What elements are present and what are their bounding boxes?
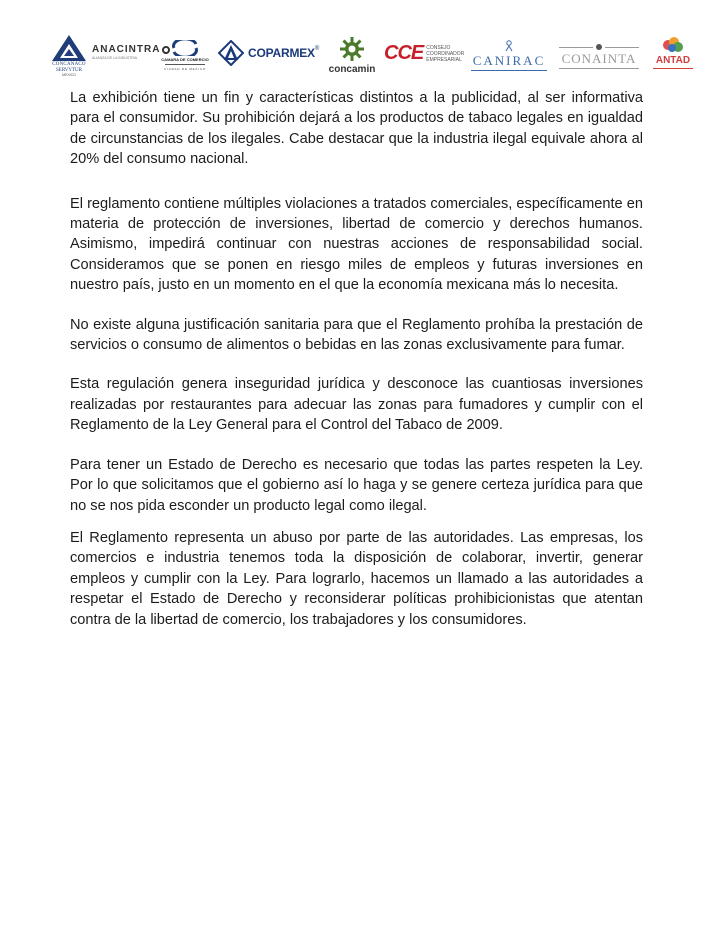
canirac-logo: [468, 40, 550, 71]
concanaco-caption-3: MEXICO: [62, 73, 76, 77]
concanaco-triangle-icon: [51, 34, 87, 62]
antad-logo: [650, 36, 696, 69]
antad-name: ANTAD: [655, 55, 691, 66]
conainta-logo: [558, 44, 640, 69]
coparmex-mark: ®: [314, 46, 320, 52]
cce-caption-2: COORDINADOR: [426, 50, 465, 57]
concamin-name: concamin: [328, 64, 376, 75]
cce-caption-1: CONSEJO: [426, 44, 451, 51]
paragraph-justificacion: No existe alguna justificación sanitaria para que el Reglamento prohíba la prestación de servicios o consumo de alimentos o bebidas en las zonas exclusivamente para fumar.: [70, 316, 643, 354]
anacintra-tagline: ALIANZA DE LA INDUSTRIA: [92, 56, 138, 60]
concanaco-logo: [48, 34, 90, 78]
paragraph-inseguridad: Esta regulación genera inseguridad jurídica y desconoce las cuantiosas inversiones realizadas por restaurantes para adecuar las zonas para fumadores y cumplir con el Reglamento de la Ley General para el Control del Tabaco de 2009.: [70, 376, 643, 434]
document-body: [70, 88, 643, 649]
coparmex-logo: [218, 40, 319, 66]
canirac-figure-icon: [504, 40, 514, 52]
canirac-name: CANIRAC: [472, 53, 546, 68]
concanaco-caption-2: SERVYTUR: [56, 68, 82, 73]
paragraph-estado-derecho: Para tener un Estado de Derecho es necesario que todas las partes respeten la Ley. Por lo que solicitamos que el gobierno así lo haga y se genere certeza jurídica para que no se nos pida esconder un producto legal como ilegal.: [70, 456, 643, 514]
anacintra-name: ANACINTRA: [92, 44, 161, 55]
conainta-name: CONAINTA: [561, 51, 637, 66]
paragraph-abuso: El Reglamento representa un abuso por parte de las autoridades. Las empresas, los comercios e industria tenemos toda la disposición de colaborar, invertir, generar empleos y cumplir con la Ley. Para lograrlo, hacemos un llamado a las autoridades a respetar el Estado de Derecho y reconsiderar políticas prohibicionistas que atentan contra de la libertad de comercio, los trabajadores y los consumidores.: [70, 529, 643, 628]
camara-name: CAMARA DE COMERCIO: [161, 57, 209, 62]
paragraph-exhibicion: La exhibición tiene un fin y características distintos a la publicidad, al ser informativa para el consumidor. Su prohibición dejará a los productos de tabaco legales en igualdad de circunstancias de los ilegales. Cabe destacar que la industria ilegal equivale ahora al 20% del consumo nacional.: [70, 90, 643, 168]
camara-city: CIUDAD DE MEXICO: [164, 67, 206, 71]
sponsor-logo-bar: [48, 30, 700, 82]
paragraph-violaciones: El reglamento contiene múltiples violaciones a tratados comerciales, específicamente en materia de protección de inversiones, libertad de comercio y derechos humanos. Asimismo, impedirá continuar con nuestras acciones de responsabilidad social. Consideramos que se ponen en riesgo miles de empleos y futuras inversiones en nuestro país, justo en un momento en el que la economía mexicana más lo necesita.: [70, 195, 643, 294]
concanaco-caption-1: CONCANACO: [52, 62, 86, 67]
cce-caption-3: EMPRESARIAL: [426, 56, 462, 63]
cce-logo: [384, 42, 464, 65]
concamin-gear-icon: [339, 36, 365, 62]
coparmex-a-icon: [218, 40, 244, 66]
conainta-dot-icon: [596, 44, 602, 50]
cce-name: CCE: [384, 42, 424, 64]
canaco-ring-icon: [168, 40, 202, 56]
camara-comercio-logo: [160, 40, 210, 71]
coparmex-name: COPARMEX: [248, 46, 315, 60]
concamin-logo: [322, 36, 382, 75]
anacintra-logo: [92, 44, 170, 60]
antad-flower-icon: [658, 36, 688, 54]
